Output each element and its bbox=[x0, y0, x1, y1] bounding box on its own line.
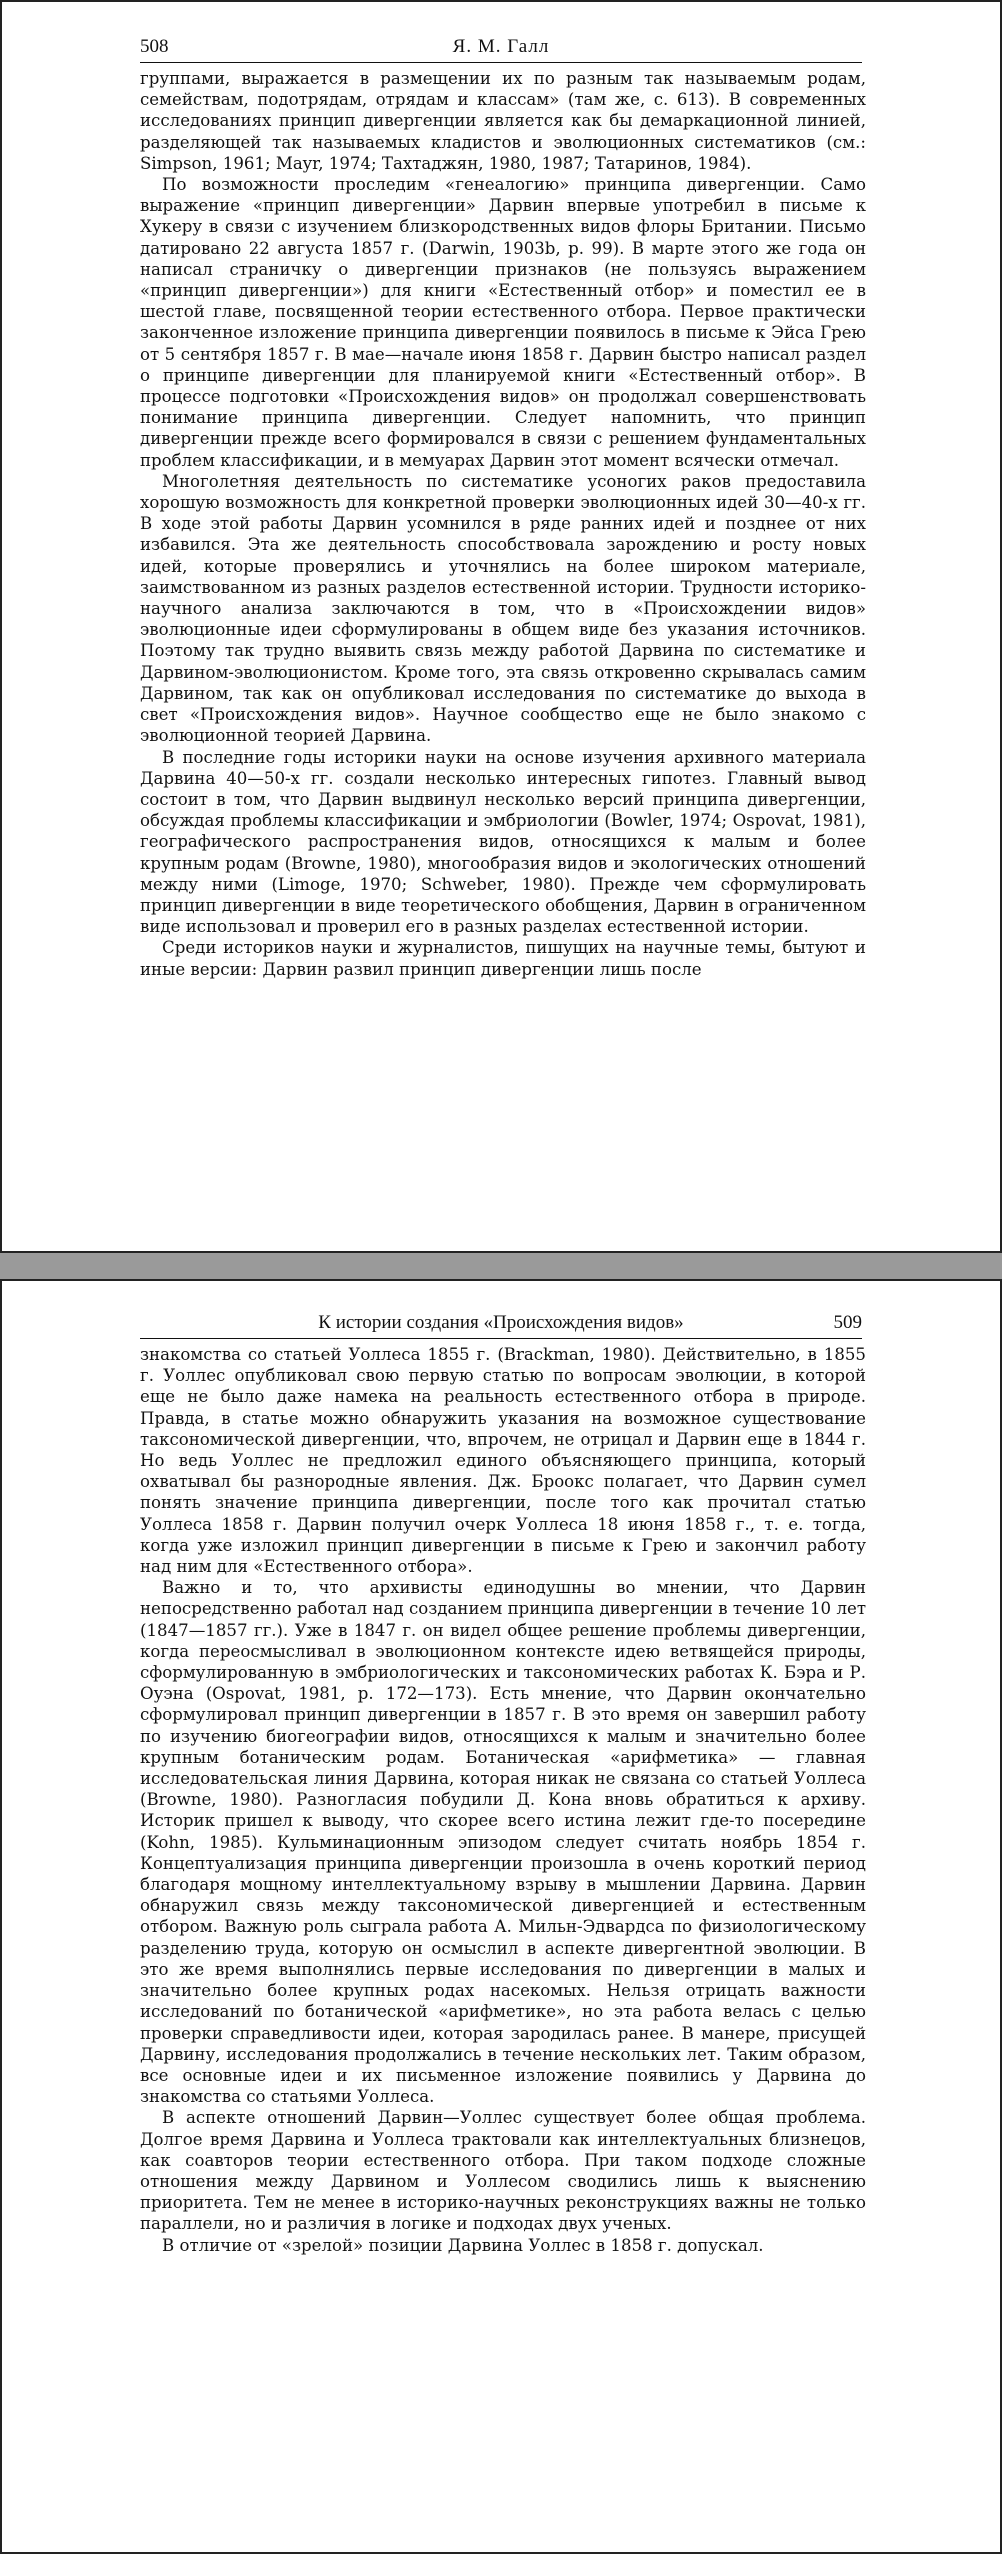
running-head bbox=[140, 36, 862, 64]
page-number: 509 bbox=[833, 1312, 862, 1333]
paragraph: В отличие от «зрелой» позиции Дарвина Уоллес в 1858 г. допускал. bbox=[162, 2235, 764, 2255]
paragraph: группами, выражается в размещении их по разным так называемым родам, семействам, подотрядам, отрядам и классам» (там же, с. 613). В современных исследованиях принцип дивергенции является как бы демаркационной линией, разделяющей так называемых кладистов и эволюционных систематиков (см.: Simpson, 1961; Mayr, 1974; Тахтаджян, 1980, 1987; Татаринов, 1984). bbox=[140, 69, 866, 173]
paragraph: знакомства со статьей Уоллеса 1855 г. (Brackman, 1980). Действительно, в 1855 г. Уоллес опубликовал свою первую статью по вопросам эволюции, в которой еще не было даже намека на реальность естественного отбора в природе. Правда, в статье можно обнаружить указания на возможное существование таксономической дивергенции, что, впрочем, не отрицал и Дарвин еще в 1844 г. Но ведь Уоллес не предложил единого объясняющего принципа, который охватывал бы разнородные явления. Дж. Броокс полагает, что Дарвин сумел понять значение принципа дивергенции, после того как прочитал статью Уоллеса 1858 г. Дарвин получил очерк Уоллеса 18 июня 1858 г., т. е. тогда, когда уже изложил принцип дивергенции в письме к Грею и закончил работу над ним для «Естественного отбора». bbox=[140, 1345, 866, 1577]
header-rule bbox=[140, 1338, 862, 1339]
chapter-head: К истории создания «Происхождения видов» bbox=[318, 1312, 684, 1333]
author-head: Я. М. Галл bbox=[452, 36, 550, 57]
paragraph: Многолетняя деятельность по систематике усоногих раков предоставила хорошую возможность для конкретной проверки эволюционных идей 30—40-х гг. В ходе этой работы Дарвин усомнился в ряде ранних идей и позднее от них избавился. Эта же деятельность способствовала зарождению и росту новых идей, которые проверялись и уточнялись на более широком материале, заимствованном из разных разделов естественной истории. Трудности историко-научного анализа заключаются в том, что в «Происхождении видов» эволюционные идеи сформулированы в общем виде без указания источников. Поэтому так трудно выявить связь между работой Дарвина по систематике и Дарвином-эволюционистом. Кроме того, эта связь откровенно скрывалась самим Дарвином, так как он опубликовал исследования по систематике до выхода в свет «Происхождения видов». Научное сообщество еще не было знакомо с эволюционной теорией Дарвина. bbox=[140, 471, 866, 746]
page-number: 508 bbox=[140, 36, 169, 57]
paragraph: Важно и то, что архивисты единодушны во мнении, что Дарвин непосредственно работал над созданием принципа дивергенции в течение 10 лет (1847—1857 гг.). Уже в 1847 г. он видел общее решение проблемы дивергенции, когда переосмысливал в эволюционном контексте идею ветвящейся природы, сформулированную в эмбриологических и таксономических работах К. Бэра и Р. Оуэна (Ospovat, 1981, p. 172—173). Есть мнение, что Дарвин окончательно сформулировал принцип дивергенции в 1857 г. В это время он завершил работу по изучению биогеографии видов, относящихся к малым и значительно более крупным ботаническим родам. Ботаническая «арифметика» — главная исследовательская линия Дарвина, которая никак не связана со статьей Уоллеса (Browne, 1980). Разногласия побудили Д. Кона вновь обратиться к архиву. Историк пришел к выводу, что скорее всего истина лежит где-то посередине (Kohn, 1985). Кульминационным эпизодом следует считать ноябрь 1854 г. Концептуализация принципа дивергенции произошла в очень короткий период благодаря мощному интеллектуальному взрыву в мышлении Дарвина. Дарвин обнаружил связь между таксономической дивергенцией и естественным отбором. Важную роль сыграла работа А. Мильн-Эдвардса по физиологическому разделению труда, которую он осмыслил в аспекте дивергентной эволюции. В это же время выполнялись первые исследования по дивергенции в малых и значительно более крупных родах насекомых. Нельзя отрицать важности исследований по ботанической «арифметике», но эта работа велась с целью проверки справедливости идеи, которая зародилась ранее. В манере, присущей Дарвину, исследования продолжались в течение нескольких лет. Таким образом, все основные идеи и их письменное изложение появились у Дарвина до знакомства со статьями Уоллеса. bbox=[140, 1578, 866, 2107]
header-rule bbox=[140, 62, 862, 63]
text-column bbox=[140, 68, 866, 980]
paragraph: По возможности проследим «генеалогию» принципа дивергенции. Само выражение «принцип дивергенции» Дарвин впервые употребил в письме к Хукеру в связи с изучением близкородственных видов флоры Британии. Письмо датировано 22 августа 1857 г. (Darwin, 1903b, p. 99). В марте этого же года он написал страничку о дивергенции признаков (не пользуясь выражением «принцип дивергенции») для книги «Естественный отбор» и поместил ее в шестой главе, посвященной теории естественного отбора. Первое практически законченное изложение принципа дивергенции появилось в письме к Эйса Грею от 5 сентября 1857 г. В мае—начале июня 1858 г. Дарвин быстро написал раздел о принципе дивергенции для планируемой книги «Естественный отбор». В процессе подготовки «Происхождения видов» он продолжал совершенствовать понимание принципа дивергенции. Следует напомнить, что принцип дивергенции прежде всего формировался в связи с решением фундаментальных проблем классификации, и в мемуарах Дарвин этот момент всячески отмечал. bbox=[140, 175, 866, 470]
paragraph: В последние годы историки науки на основе изучения архивного материала Дарвина 40—50-х гг. создали несколько интересных гипотез. Главный вывод состоит в том, что Дарвин выдвинул несколько версий принципа дивергенции, обсуждая проблемы классификации и эмбриологии (Bowler, 1974; Ospovat, 1981), географического распространения видов, относящихся к малым и более крупным родам (Browne, 1980), многообразия видов и экологических отношений между ними (Limoge, 1970; Schweber, 1980). Прежде чем сформулировать принцип дивергенции в виде теоретического обобщения, Дарвин в ограниченном виде использовал и проверил его в разных разделах естественной истории. bbox=[140, 747, 866, 937]
text-column bbox=[140, 1344, 866, 2256]
paragraph: В аспекте отношений Дарвин—Уоллес существует более общая проблема. Долгое время Дарвина и Уоллеса трактовали как интеллектуальных близнецов, как соавторов теории естественного отбора. При таком подходе сложные отношения между Дарвином и Уоллесом сводились лишь к выяснению приоритета. Тем не менее в историко-научных реконструкциях важны не только параллели, но и различия в логике и подходах двух ученых. bbox=[140, 2108, 866, 2234]
book-page-508 bbox=[0, 0, 1002, 1253]
running-head bbox=[140, 1312, 862, 1340]
book-page-509 bbox=[0, 1279, 1002, 2554]
paragraph: Среди историков науки и журналистов, пишущих на научные темы, бытуют и иные версии: Дарвин развил принцип дивергенции лишь после bbox=[140, 938, 866, 979]
